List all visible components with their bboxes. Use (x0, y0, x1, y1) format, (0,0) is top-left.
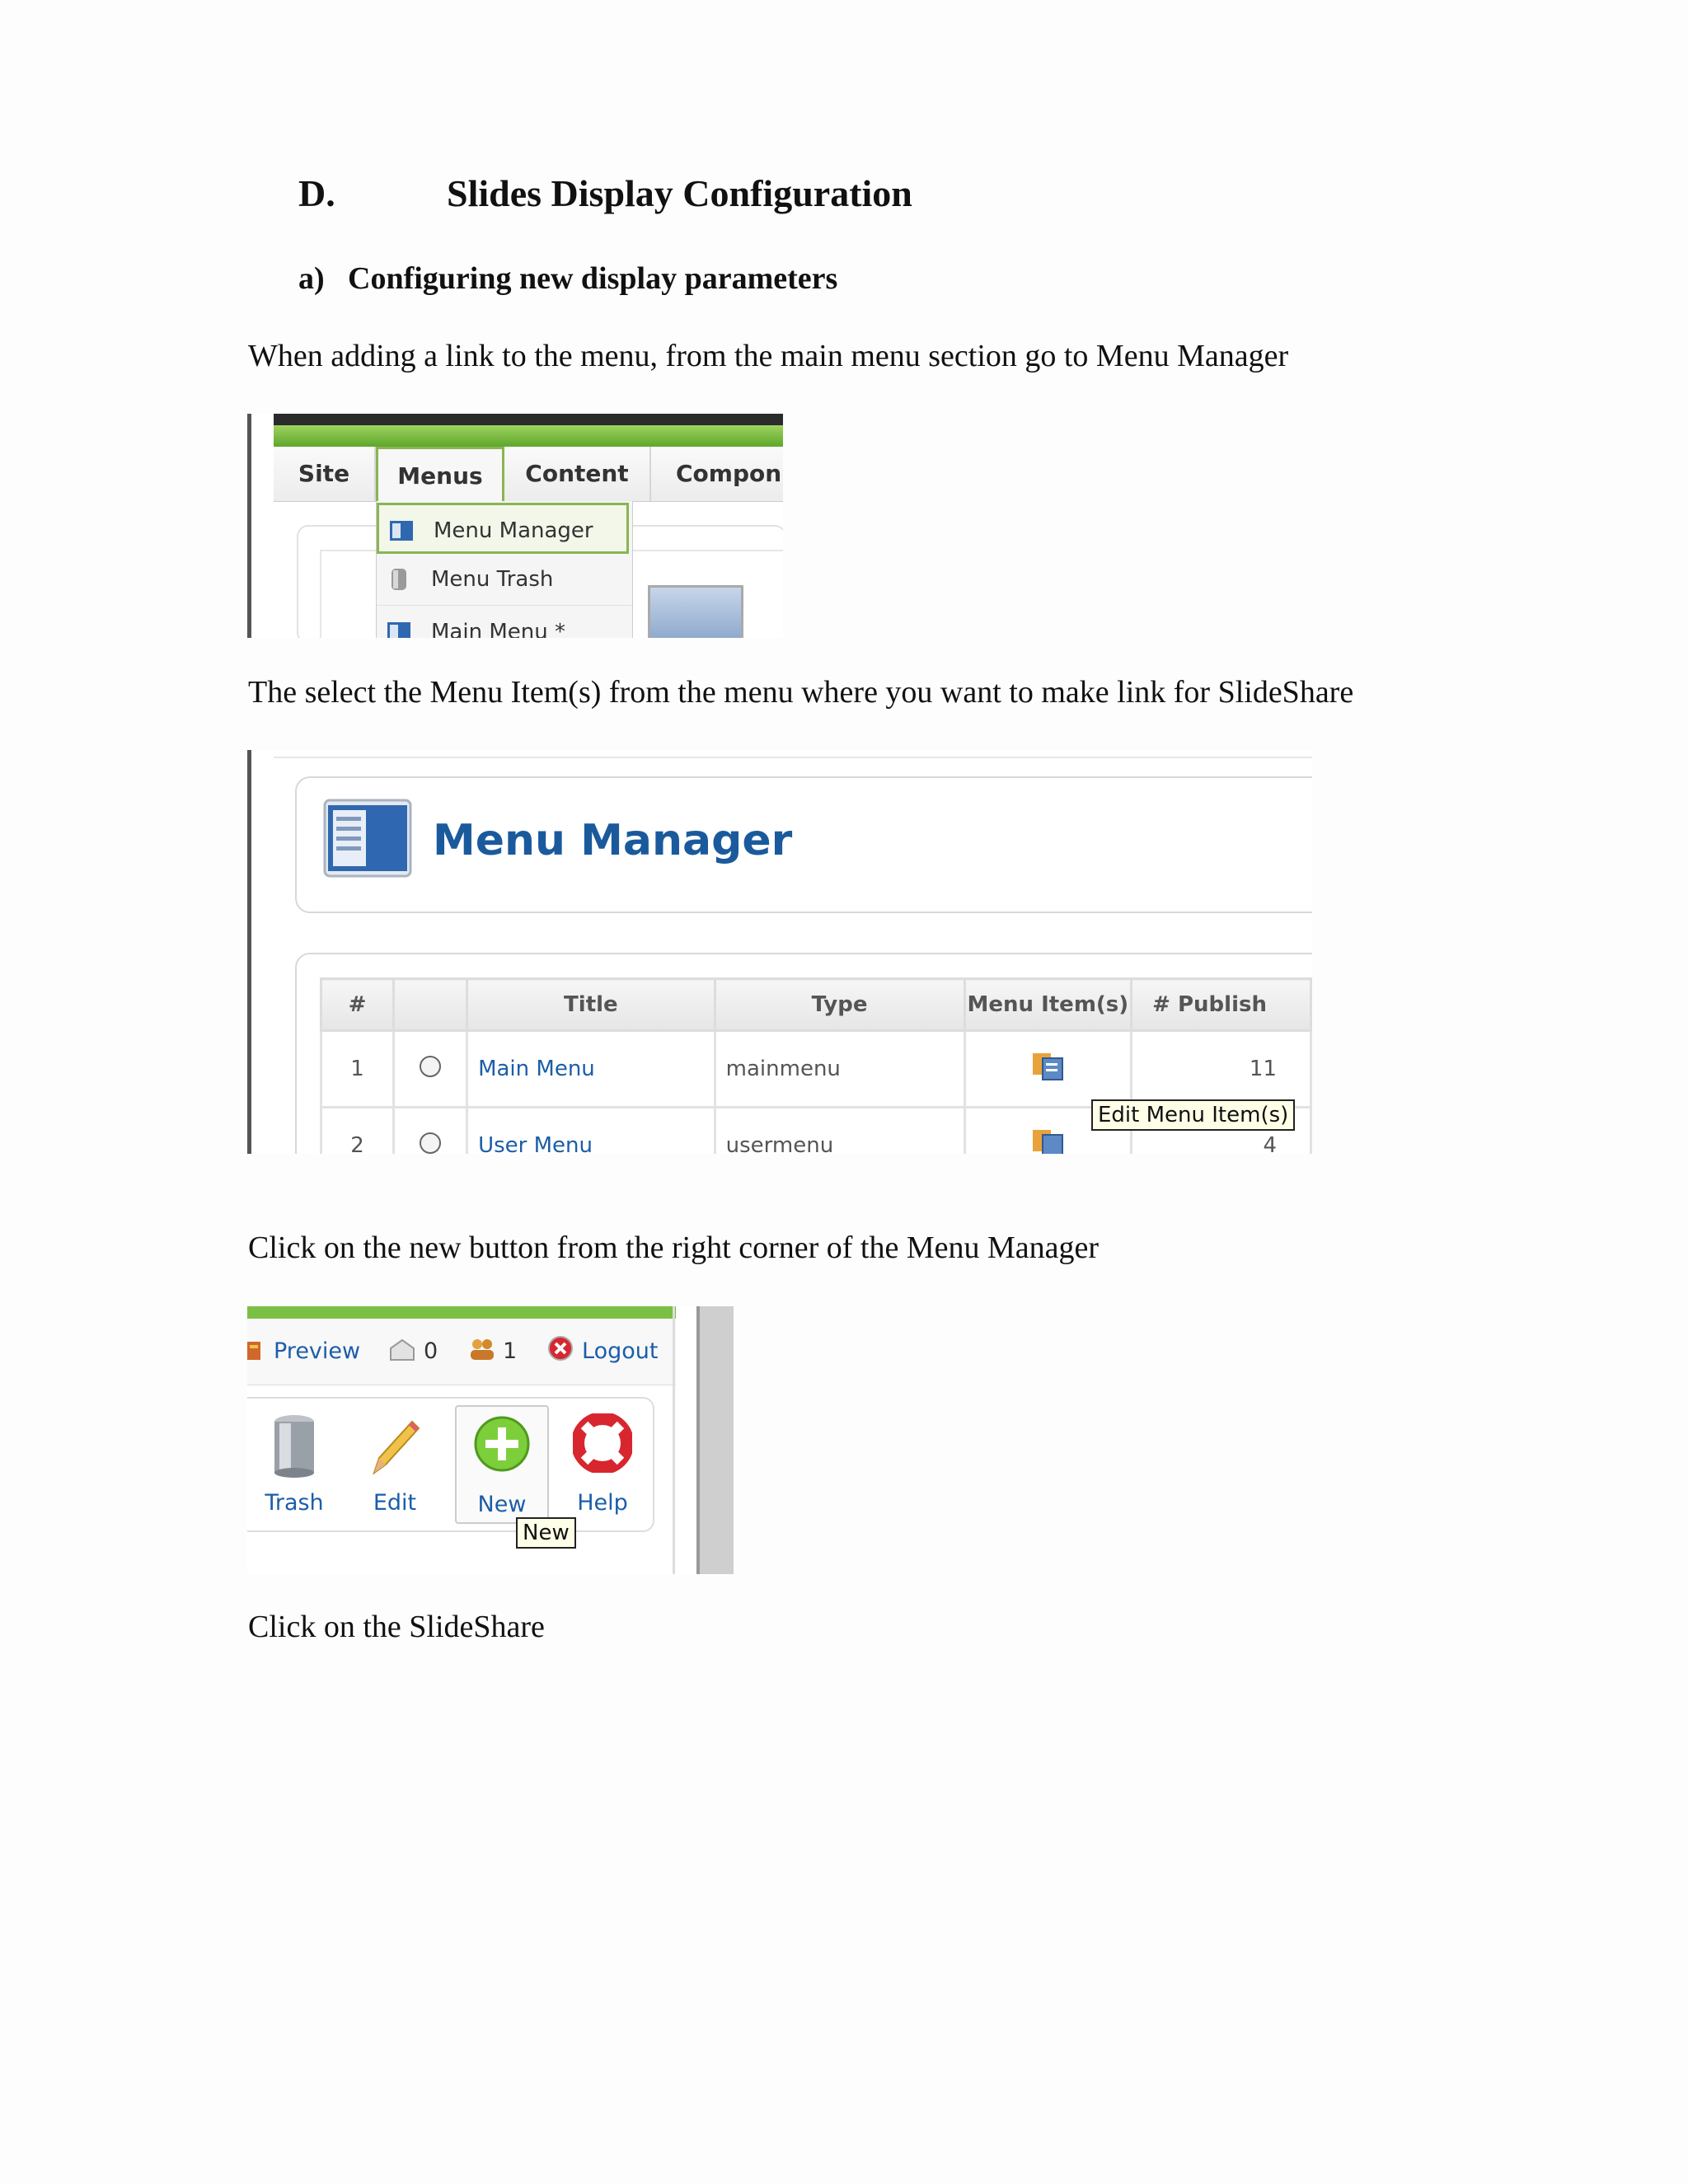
status-bar (247, 1319, 676, 1385)
margin-bar (247, 750, 251, 1154)
admin-green-bar (274, 425, 783, 447)
logout-icon (547, 1335, 574, 1361)
menus-dropdown (376, 501, 633, 638)
trash-button-label: Trash (265, 1490, 324, 1516)
preview-icon (247, 1340, 262, 1361)
section-title: Slides Display Configuration (447, 172, 912, 214)
dropdown-item-label: Main Menu * (431, 620, 565, 638)
dropdown-item-label: Menu Manager (434, 518, 593, 543)
subsection-label: a) (298, 261, 325, 296)
top-menu-bar (274, 447, 783, 502)
pencil-icon (366, 1413, 424, 1479)
admin-green-bar (247, 1306, 676, 1319)
menu-manager-icon (389, 518, 414, 543)
screenshot-menu-manager (247, 750, 1312, 1154)
row-number: 1 (321, 1031, 394, 1108)
new-button-label: New (477, 1492, 527, 1517)
subsection-title: Configuring new display parameters (348, 261, 838, 296)
column-select (394, 979, 467, 1031)
plus-icon (473, 1415, 531, 1474)
messages-count[interactable]: 0 (424, 1338, 438, 1364)
column-number: # (321, 979, 394, 1031)
paragraph-4: Click on the SlideShare (248, 1610, 545, 1644)
logout-link[interactable]: Logout (582, 1338, 659, 1364)
row-menu-items[interactable] (964, 1031, 1132, 1108)
menu-manager-icon (321, 795, 414, 886)
row-select[interactable] (394, 1031, 467, 1108)
paragraph-2: The select the Menu Item(s) from the menu where you want to make link for SlideShare (248, 675, 1354, 710)
table-row (321, 1031, 1311, 1108)
column-published: # Publish (1132, 979, 1311, 1031)
screenshot-menus-dropdown (247, 414, 783, 638)
row-title-link[interactable]: Main Menu (467, 1031, 715, 1108)
help-button[interactable] (557, 1405, 648, 1521)
edit-menu-items-icon[interactable] (1031, 1050, 1064, 1083)
paragraph-3: Click on the new button from the right corner of the Menu Manager (248, 1230, 1100, 1265)
help-button-label: Help (577, 1490, 628, 1516)
dropdown-item-menu-trash[interactable] (377, 554, 632, 606)
trash-icon (387, 567, 411, 592)
tab-site[interactable]: Site (274, 447, 376, 501)
messages-icon (387, 1337, 417, 1363)
new-button-tooltip: New (516, 1517, 576, 1549)
edit-button-label: Edit (373, 1490, 417, 1516)
radio-button[interactable] (420, 1056, 441, 1077)
trash-button[interactable] (249, 1405, 340, 1521)
radio-button[interactable] (420, 1132, 441, 1154)
row-type: mainmenu (715, 1031, 964, 1108)
scrollbar[interactable] (696, 1306, 734, 1574)
users-count[interactable]: 1 (503, 1338, 518, 1364)
menu-icon (387, 620, 411, 638)
row-published: 4 (1132, 1108, 1311, 1155)
preview-link[interactable]: Preview (274, 1338, 361, 1364)
row-type: usermenu (715, 1108, 964, 1155)
users-icon (468, 1337, 496, 1361)
module-icon (648, 585, 743, 638)
panel-divider (673, 1306, 675, 1574)
row-select[interactable] (394, 1108, 467, 1155)
column-title[interactable]: Title (467, 979, 715, 1031)
edit-menu-items-icon[interactable] (1031, 1127, 1064, 1155)
dropdown-item-label: Menu Trash (431, 567, 554, 592)
column-menu-items: Menu Item(s) (964, 979, 1132, 1031)
row-title-link[interactable]: User Menu (467, 1108, 715, 1155)
screenshot-toolbar (247, 1306, 734, 1574)
tab-content[interactable]: Content (504, 447, 651, 501)
edit-button[interactable] (349, 1405, 440, 1521)
admin-header-bar (274, 414, 783, 425)
margin-bar (247, 414, 251, 638)
dropdown-item-menu-manager[interactable] (377, 503, 629, 554)
lifebuoy-icon (573, 1413, 632, 1473)
column-type[interactable]: Type (715, 979, 964, 1031)
dropdown-item-main-menu[interactable] (377, 607, 632, 638)
tab-menus[interactable]: Menus (376, 447, 504, 504)
trash-icon (270, 1413, 319, 1479)
tab-components[interactable]: Compon (676, 460, 782, 487)
edit-menu-items-tooltip: Edit Menu Item(s) (1091, 1099, 1295, 1131)
new-button[interactable] (455, 1405, 549, 1524)
row-number: 2 (321, 1108, 394, 1155)
paragraph-1: When adding a link to the menu, from the main menu section go to Menu Manager (248, 339, 1289, 373)
table-header-row (321, 979, 1311, 1031)
row-published: 11 (1132, 1031, 1311, 1108)
toolbar-edge (274, 750, 1312, 758)
section-letter: D. (298, 172, 335, 214)
page-title: Menu Manager (433, 816, 793, 865)
